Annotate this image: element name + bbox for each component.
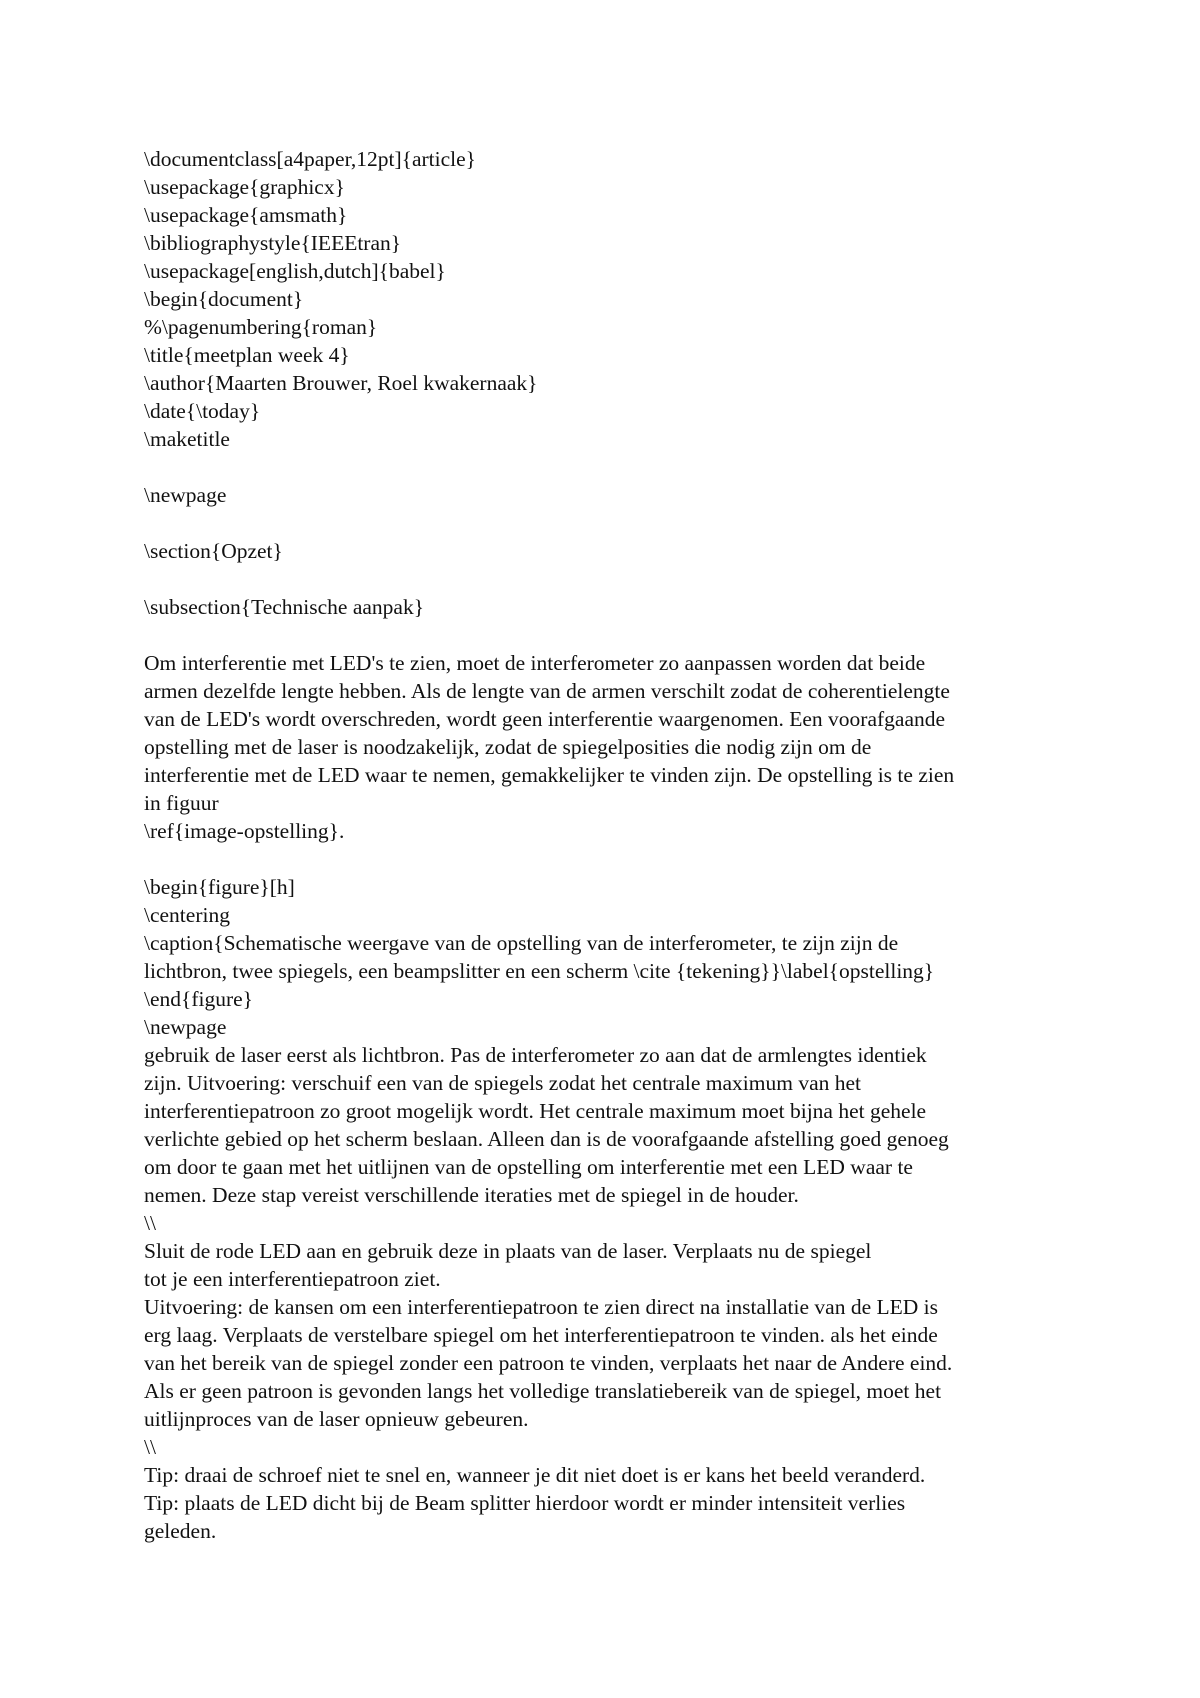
- figure-line: \begin{figure}[h]: [144, 875, 295, 899]
- paragraph-line: Sluit de rode LED aan en gebruik deze in plaats van de laser. Verplaats nu de spiegel: [144, 1239, 872, 1263]
- subsection-command: \subsection{Technische aanpak}: [144, 595, 425, 619]
- line-break-command: \\: [144, 1435, 156, 1459]
- paragraph-line: Als er geen patroon is gevonden langs het volledige translatiebereik van de spiegel, moet het: [144, 1379, 942, 1403]
- preamble-line: %\pagenumbering{roman}: [144, 315, 378, 339]
- paragraph-line: gebruik de laser eerst als lichtbron. Pas de interferometer zo aan dat de armlengtes identiek: [144, 1043, 927, 1067]
- preamble-line: \usepackage{graphicx}: [144, 175, 345, 199]
- paragraph-line: om door te gaan met het uitlijnen van de opstelling om interferentie met een LED waar te: [144, 1155, 913, 1179]
- led-paragraph: [144, 1237, 1094, 1461]
- preamble-line: \usepackage{amsmath}: [144, 203, 348, 227]
- paragraph-line: verlichte gebied op het scherm beslaan. Alleen dan is de voorafgaande afstelling goed genoeg: [144, 1127, 949, 1151]
- figure-line: \caption{Schematische weergave van de opstelling van de interferometer, te zijn zijn de: [144, 931, 899, 955]
- blank-line: [144, 565, 1094, 593]
- newpage-command: \newpage: [144, 483, 227, 507]
- paragraph-line: zijn. Uitvoering: verschuif een van de spiegels zodat het centrale maximum van het: [144, 1071, 862, 1095]
- preamble-line: \title{meetplan week 4}: [144, 343, 350, 367]
- paragraph-line: nemen. Deze stap vereist verschillende iteraties met de spiegel in de houder.: [144, 1183, 799, 1207]
- blank-line: [144, 621, 1094, 649]
- preamble-line: \date{\today}: [144, 399, 261, 423]
- tips-block: [144, 1461, 1094, 1545]
- paragraph-line: interferentie met de LED waar te nemen, gemakkelijker te vinden zijn. De opstelling is te zien: [144, 763, 955, 787]
- paragraph-line: erg laag. Verplaats de verstelbare spiegel om het interferentiepatroon te vinden. als het einde: [144, 1323, 938, 1347]
- blank-line: [144, 845, 1094, 873]
- figure-line: \end{figure}: [144, 987, 253, 1011]
- preamble-line: \begin{document}: [144, 287, 304, 311]
- preamble-line: \author{Maarten Brouwer, Roel kwakernaak}: [144, 371, 538, 395]
- tip-line: Tip: draai de schroef niet te snel en, wanneer je dit niet doet is er kans het beeld veranderd.: [144, 1463, 926, 1487]
- section-command: \section{Opzet}: [144, 539, 283, 563]
- line-break-command: \\: [144, 1211, 156, 1235]
- paragraph-line: van het bereik van de spiegel zonder een patroon te vinden, verplaats het naar de Andere eind.: [144, 1351, 953, 1375]
- paragraph-line: Om interferentie met LED's te zien, moet de interferometer zo aanpassen worden dat beide: [144, 651, 926, 675]
- preamble-line: \maketitle: [144, 427, 230, 451]
- tip-line: geleden.: [144, 1519, 217, 1543]
- paragraph-line: uitlijnproces van de laser opnieuw gebeuren.: [144, 1407, 529, 1431]
- preamble-line: \bibliographystyle{IEEEtran}: [144, 231, 402, 255]
- figure-line: \newpage: [144, 1015, 227, 1039]
- paragraph-line: van de LED's wordt overschreden, wordt geen interferentie waargenomen. Een voorafgaande: [144, 707, 946, 731]
- intro-paragraph: [144, 649, 1094, 845]
- tip-line: Tip: plaats de LED dicht bij de Beam splitter hierdoor wordt er minder intensiteit verlies: [144, 1491, 906, 1515]
- paragraph-line: \ref{image-opstelling}.: [144, 819, 345, 843]
- figure-line: \centering: [144, 903, 230, 927]
- laser-paragraph: [144, 1041, 1094, 1237]
- figure-block: [144, 873, 1094, 1041]
- blank-line: [144, 509, 1094, 537]
- paragraph-line: in figuur: [144, 791, 219, 815]
- paragraph-line: Uitvoering: de kansen om een interferentiepatroon te zien direct na installatie van de LED is: [144, 1295, 939, 1319]
- preamble-block: [144, 145, 1094, 453]
- paragraph-line: tot je een interferentiepatroon ziet.: [144, 1267, 441, 1291]
- paragraph-line: interferentiepatroon zo groot mogelijk wordt. Het centrale maximum moet bijna het gehele: [144, 1099, 927, 1123]
- preamble-line: \usepackage[english,dutch]{babel}: [144, 259, 446, 283]
- blank-line: [144, 453, 1094, 481]
- paragraph-line: opstelling met de laser is noodzakelijk, zodat de spiegelposities die nodig zijn om de: [144, 735, 872, 759]
- preamble-line: \documentclass[a4paper,12pt]{article}: [144, 147, 476, 171]
- document-text: [144, 145, 1094, 1545]
- paragraph-line: armen dezelfde lengte hebben. Als de lengte van de armen verschilt zodat de coherentielengte: [144, 679, 950, 703]
- figure-line: lichtbron, twee spiegels, een beampslitter en een scherm \cite {tekening}}\label{opstelling}: [144, 959, 935, 983]
